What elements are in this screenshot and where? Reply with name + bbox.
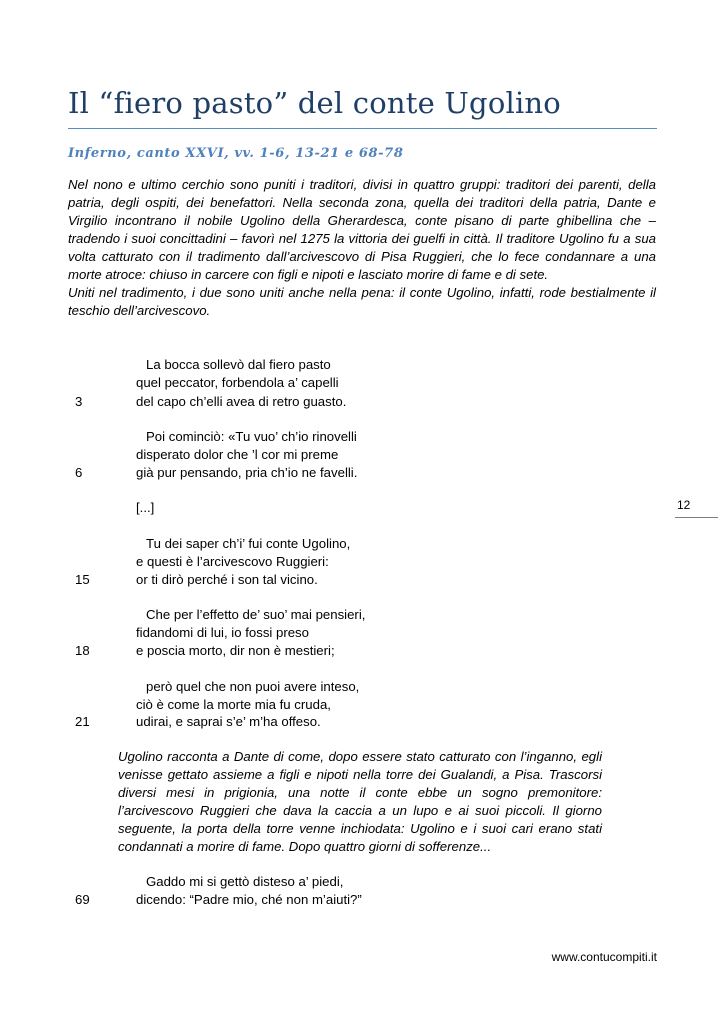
verse-text: già pur pensando, pria ch’io ne favelli.: [136, 465, 358, 480]
verse-number: 18: [75, 643, 90, 658]
verse-text: e questi è l’arcivescovo Ruggieri:: [136, 554, 329, 569]
verse-number: 3: [75, 394, 83, 409]
verse-text: or ti dirò perché i son tal vicino.: [136, 572, 318, 587]
page-number: 12: [677, 498, 691, 512]
verse-text: Che per l’effetto de’ suo’ mai pensieri,: [146, 607, 366, 622]
verse-text: Poi cominciò: «Tu vuo’ ch’io rinovelli: [146, 429, 357, 444]
verse-number: 15: [75, 572, 90, 587]
subtitle: Inferno, canto XXVI, vv. 1-6, 13-21 e 68-78: [68, 146, 404, 161]
page-number-rule: [675, 517, 718, 518]
verse-text: ciò è come la morte mia fu cruda,: [136, 697, 331, 712]
footer-website: www.contucompiti.it: [551, 950, 657, 964]
title-divider: [68, 128, 657, 129]
intro-paragraph: [68, 176, 656, 320]
intro-text-2: Uniti nel tradimento, i due sono uniti anche nella pena: il conte Ugolino, infatti, rode bestialmente il teschio dell’arcivescovo.: [68, 285, 656, 318]
verse-text: dicendo: “Padre mio, ché non m’aiuti?”: [136, 892, 362, 907]
verse-number: 6: [75, 465, 83, 480]
verse-text: del capo ch’elli avea di retro guasto.: [136, 394, 347, 409]
verse-text: La bocca sollevò dal fiero pasto: [146, 357, 331, 372]
verse-text: [...]: [136, 500, 155, 515]
verse-number: 69: [75, 892, 90, 907]
verse-text: disperato dolor che ’l cor mi preme: [136, 447, 339, 462]
page-title: Il “fiero pasto” del conte Ugolino: [68, 86, 561, 120]
verse-text: udirai, e saprai s’e’ m’ha offeso.: [136, 714, 321, 729]
verse-text: fidandomi di lui, io fossi preso: [136, 625, 309, 640]
verse-text: e poscia morto, dir non è mestieri;: [136, 643, 335, 658]
verse-text: Gaddo mi si gettò disteso a’ piedi,: [146, 874, 344, 889]
verse-text: però quel che non puoi avere inteso,: [146, 679, 360, 694]
summary-paragraph: Ugolino racconta a Dante di come, dopo essere stato catturato con l’inganno, egli venisse gettato assieme a figli e nipoti nella torre dei Gualandi, a Pisa. Trascorsi diversi mesi in prigionia, una notte il conte ebbe un sogno premonitore: l’arcivescovo Ruggieri che dava la caccia a un lupo e ai suoi piccoli. Il giorno seguente, la porta della torre venne inchiodata: Ugolino e i suoi cari erano stati condannati a morire di fame. Dopo quattro giorni di sofferenze...: [118, 749, 602, 854]
verse-text: quel peccator, forbendola a’ capelli: [136, 375, 339, 390]
verse-number: 21: [75, 714, 90, 729]
intro-text-1: Nel nono e ultimo cerchio sono puniti i traditori, divisi in quattro gruppi: traditori dei parenti, della patria, degli ospiti, dei benefattori. Nella seconda zona, quella dei traditori della patria, Dante e Virgilio incontrano il nobile Ugolino della Gherardesca, conte pisano di parte ghibellina che – tradendo i suoi concittadini – favorì nel 1275 la vittoria dei guelfi in città. Il traditore Ugolino fu a sua volta catturato con il tradimento dall’arcivescovo di Pisa Ruggieri, che lo fece condannare a una morte atroce: chiuso in carcere con figli e nipoti e lasciato morire di fame e di sete.: [68, 177, 656, 282]
verse-text: Tu dei saper ch’i’ fui conte Ugolino,: [146, 536, 351, 551]
